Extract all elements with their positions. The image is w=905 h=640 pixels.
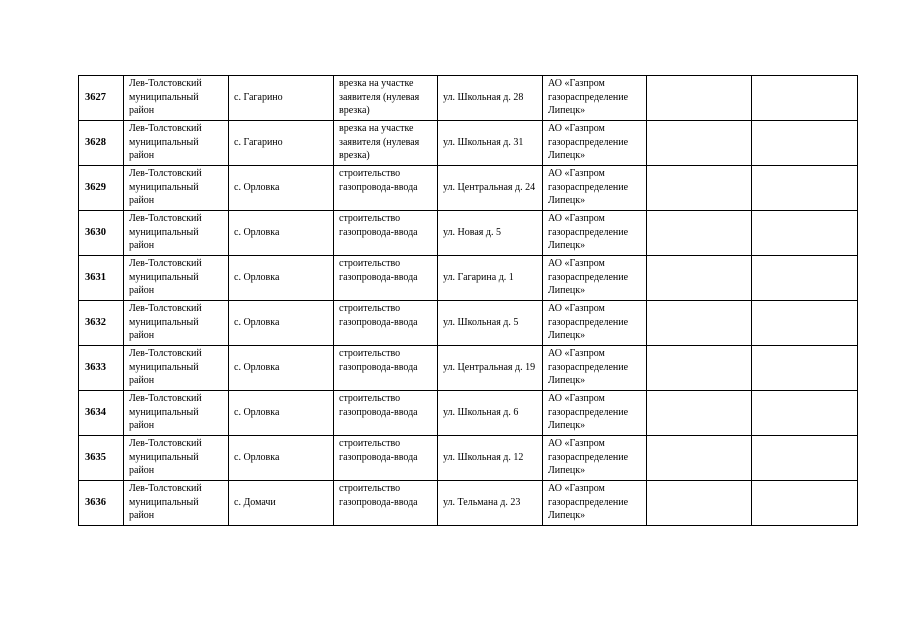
work-type-cell: строительство газопровода-ввода bbox=[334, 391, 438, 436]
organization-cell: АО «Газпром газораспределение Липецк» bbox=[543, 166, 647, 211]
empty-cell bbox=[752, 166, 858, 211]
table-row bbox=[79, 481, 858, 526]
empty-cell bbox=[647, 166, 752, 211]
organization-cell: АО «Газпром газораспределение Липецк» bbox=[543, 391, 647, 436]
address-cell: ул. Школьная д. 28 bbox=[438, 76, 543, 121]
work-type-cell: строительство газопровода-ввода bbox=[334, 211, 438, 256]
record-number: 3634 bbox=[79, 391, 124, 436]
empty-cell bbox=[752, 121, 858, 166]
district-cell: Лев-Толстовский муниципальный район bbox=[124, 256, 229, 301]
record-number: 3630 bbox=[79, 211, 124, 256]
locality-cell: с. Гагарино bbox=[229, 76, 334, 121]
empty-cell bbox=[647, 256, 752, 301]
empty-cell bbox=[647, 301, 752, 346]
table-row bbox=[79, 166, 858, 211]
locality-cell: с. Орловка bbox=[229, 391, 334, 436]
empty-cell bbox=[752, 436, 858, 481]
empty-cell bbox=[647, 121, 752, 166]
empty-cell bbox=[647, 391, 752, 436]
record-number: 3636 bbox=[79, 481, 124, 526]
work-type-cell: строительство газопровода-ввода bbox=[334, 166, 438, 211]
empty-cell bbox=[752, 481, 858, 526]
organization-cell: АО «Газпром газораспределение Липецк» bbox=[543, 76, 647, 121]
work-type-cell: строительство газопровода-ввода bbox=[334, 481, 438, 526]
table-row bbox=[79, 76, 858, 121]
organization-cell: АО «Газпром газораспределение Липецк» bbox=[543, 481, 647, 526]
work-type-cell: строительство газопровода-ввода bbox=[334, 301, 438, 346]
record-number: 3628 bbox=[79, 121, 124, 166]
record-number: 3627 bbox=[79, 76, 124, 121]
organization-cell: АО «Газпром газораспределение Липецк» bbox=[543, 121, 647, 166]
organization-cell: АО «Газпром газораспределение Липецк» bbox=[543, 301, 647, 346]
records-table bbox=[78, 75, 858, 526]
record-number: 3635 bbox=[79, 436, 124, 481]
address-cell: ул. Центральная д. 19 bbox=[438, 346, 543, 391]
table-row bbox=[79, 436, 858, 481]
work-type-cell: строительство газопровода-ввода bbox=[334, 436, 438, 481]
work-type-cell: врезка на участке заявителя (нулевая врезка) bbox=[334, 121, 438, 166]
locality-cell: с. Орловка bbox=[229, 256, 334, 301]
district-cell: Лев-Толстовский муниципальный район bbox=[124, 436, 229, 481]
organization-cell: АО «Газпром газораспределение Липецк» bbox=[543, 436, 647, 481]
empty-cell bbox=[752, 346, 858, 391]
table-row bbox=[79, 301, 858, 346]
empty-cell bbox=[752, 76, 858, 121]
work-type-cell: врезка на участке заявителя (нулевая врезка) bbox=[334, 76, 438, 121]
address-cell: ул. Гагарина д. 1 bbox=[438, 256, 543, 301]
address-cell: ул. Школьная д. 5 bbox=[438, 301, 543, 346]
record-number: 3631 bbox=[79, 256, 124, 301]
organization-cell: АО «Газпром газораспределение Липецк» bbox=[543, 256, 647, 301]
work-type-cell: строительство газопровода-ввода bbox=[334, 256, 438, 301]
district-cell: Лев-Толстовский муниципальный район bbox=[124, 211, 229, 256]
organization-cell: АО «Газпром газораспределение Липецк» bbox=[543, 211, 647, 256]
district-cell: Лев-Толстовский муниципальный район bbox=[124, 481, 229, 526]
locality-cell: с. Орловка bbox=[229, 211, 334, 256]
record-number: 3629 bbox=[79, 166, 124, 211]
locality-cell: с. Орловка bbox=[229, 301, 334, 346]
table-row bbox=[79, 121, 858, 166]
district-cell: Лев-Толстовский муниципальный район bbox=[124, 121, 229, 166]
address-cell: ул. Школьная д. 6 bbox=[438, 391, 543, 436]
locality-cell: с. Орловка bbox=[229, 346, 334, 391]
table-row bbox=[79, 391, 858, 436]
district-cell: Лев-Толстовский муниципальный район bbox=[124, 76, 229, 121]
empty-cell bbox=[647, 436, 752, 481]
record-number: 3633 bbox=[79, 346, 124, 391]
table-row bbox=[79, 346, 858, 391]
empty-cell bbox=[647, 76, 752, 121]
work-type-cell: строительство газопровода-ввода bbox=[334, 346, 438, 391]
organization-cell: АО «Газпром газораспределение Липецк» bbox=[543, 346, 647, 391]
district-cell: Лев-Толстовский муниципальный район bbox=[124, 391, 229, 436]
table-row bbox=[79, 211, 858, 256]
district-cell: Лев-Толстовский муниципальный район bbox=[124, 166, 229, 211]
address-cell: ул. Тельмана д. 23 bbox=[438, 481, 543, 526]
locality-cell: с. Орловка bbox=[229, 166, 334, 211]
record-number: 3632 bbox=[79, 301, 124, 346]
empty-cell bbox=[647, 346, 752, 391]
address-cell: ул. Школьная д. 12 bbox=[438, 436, 543, 481]
empty-cell bbox=[752, 256, 858, 301]
district-cell: Лев-Толстовский муниципальный район bbox=[124, 301, 229, 346]
empty-cell bbox=[752, 211, 858, 256]
table-row bbox=[79, 256, 858, 301]
empty-cell bbox=[647, 211, 752, 256]
locality-cell: с. Орловка bbox=[229, 436, 334, 481]
empty-cell bbox=[752, 301, 858, 346]
locality-cell: с. Домачи bbox=[229, 481, 334, 526]
address-cell: ул. Школьная д. 31 bbox=[438, 121, 543, 166]
empty-cell bbox=[647, 481, 752, 526]
locality-cell: с. Гагарино bbox=[229, 121, 334, 166]
records-table-body bbox=[79, 76, 858, 526]
address-cell: ул. Новая д. 5 bbox=[438, 211, 543, 256]
empty-cell bbox=[752, 391, 858, 436]
address-cell: ул. Центральная д. 24 bbox=[438, 166, 543, 211]
district-cell: Лев-Толстовский муниципальный район bbox=[124, 346, 229, 391]
